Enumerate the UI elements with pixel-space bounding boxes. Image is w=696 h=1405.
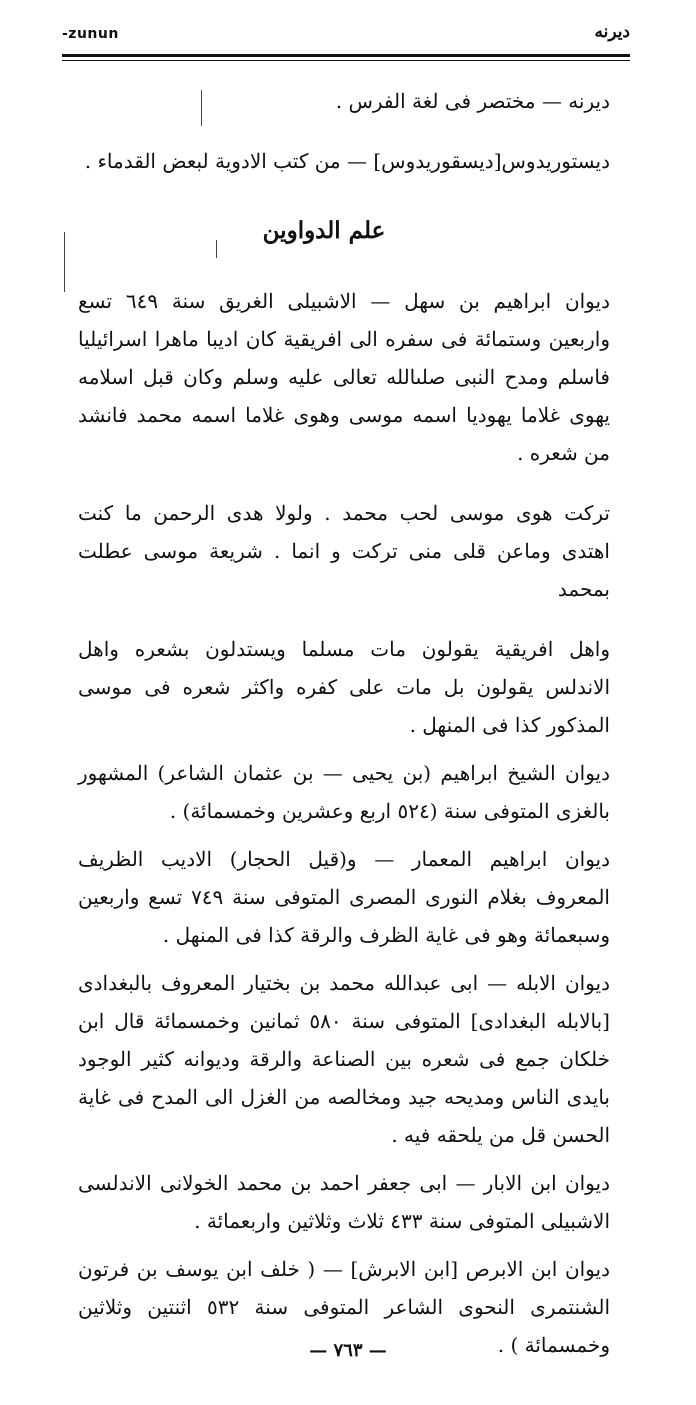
running-header: [62, 22, 630, 52]
entry-ibrahim-ibn-sahl: ديوان ابراهيم بن سهل — الاشبيلى الغريق سنة ٦٤٩ تسع واربعين وستمائة فى سفره الى افريقية كان اديبا ماهرا اسرائيليا فاسلم ومدح النبى صلىالله تعالى عليه وسلم وكان قبل اسلامه يهوى غلاما يهوديا اسمه موسى وهوى غلاما اسمه محمد فانشد من شعره .: [78, 289, 610, 465]
header-rule-thick: [62, 54, 630, 57]
paragraph-ifriqiya: واهل افريقية يقولون مات مسلما ويستدلون بشعره واهل الاندلس يقولون بل مات على كفره واكثر شعره فى موسى المذكور كذا فى المنهل .: [78, 637, 610, 737]
margin-mark: [64, 232, 65, 292]
section-title: علم الدواوين: [262, 217, 386, 244]
entry-ibn-al-abbar: ديوان ابن الابار — ابى جعفر احمد بن محمد الخولانى الاندلسى الاشبيلى المتوفى سنة ٤٣٣ ثلاث وثلاثين واربعمائة .: [78, 1171, 610, 1233]
entry-ibrahim-ghazzi: ديوان الشيخ ابراهيم (بن يحيى — بن عثمان الشاعر) المشهور بالغزى المتوفى سنة (٥٢٤ اربع وعشرين وخمسمائة) .: [78, 761, 610, 823]
entry-ibn-al-abras: ديوان ابن الابرص [ابن الابرش] — ( خلف ابن يوسف بن فرتون الشنتمرى النحوى الشاعر المتوفى سنة ٥٣٢ اثنتين وثلاثين وخمسمائة ) .: [78, 1257, 610, 1357]
header-left-label: -zunun: [62, 26, 119, 42]
header-right-label: ديرنه: [594, 22, 630, 42]
poem-verses: تركت هوى موسى لحب محمد . ولولا هدى الرحمن ما كنت اهتدى وماعن قلى منى تركت و انما . شريعة موسى عطلت بمحمد: [78, 501, 610, 601]
page-number: — ٧٦٣ —: [309, 1340, 387, 1361]
entry-dirna: ديرنه — مختصر فى لغة الفرس .: [335, 89, 610, 113]
header-rule-thin: [62, 60, 630, 61]
entry-ibrahim-mimar: ديوان ابراهيم المعمار — و(قيل الحجار) الاديب الظريف المعروف بغلام النورى المصرى المتوفى سنة ٧٤٩ تسع واربعين وسبعمائة وهو فى غاية الظرف والرقة كذا فى المنهل .: [78, 847, 610, 947]
entry-al-ablah: ديوان الابله — ابى عبدالله محمد بن بختيار المعروف بالبغدادى [بالابله البغدادى] المتوفى سنة ٥٨٠ ثمانين وخمسمائة قال ابن خلكان جمع فى شعره بين الصناعة والرقة وديوانه كثير الوجود بايدى الناس ومديحه جيد ومخالصه من الغزل الى المدح فى غاية الحسن قل من يلحقه فيه .: [78, 971, 610, 1147]
main-text: [78, 82, 610, 1364]
entry-dioscorides: ديستوريدوس[ديسقوريدوس] — من كتب الادوية لبعض القدماء .: [84, 149, 610, 173]
